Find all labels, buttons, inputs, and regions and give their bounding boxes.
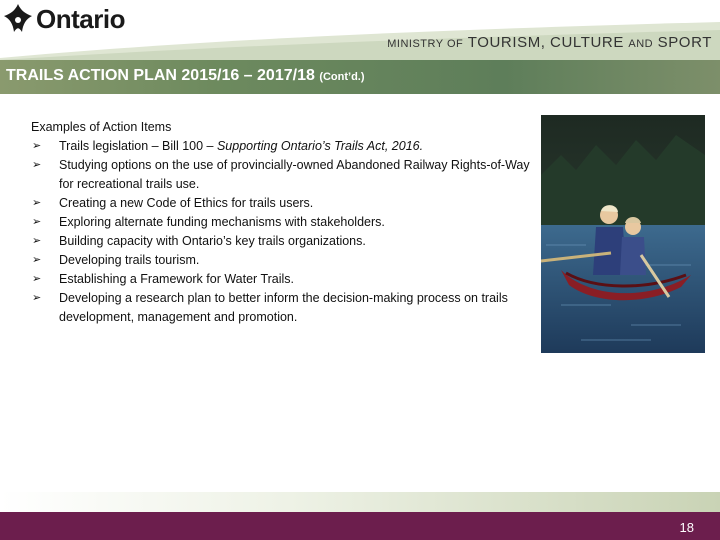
bullet-arrow-icon: ➢ (32, 140, 42, 152)
canoe-photo (541, 115, 705, 353)
ministry-name: MINISTRY OF TOURISM, CULTURE AND SPORT (387, 34, 712, 51)
list-item: ➢ Developing trails tourism. (31, 251, 531, 270)
footer-bar (0, 512, 720, 540)
ontario-logo (2, 2, 125, 36)
slide-content (31, 118, 531, 327)
bullet-arrow-icon: ➢ (32, 235, 42, 247)
section-heading: Examples of Action Items (31, 120, 172, 134)
action-items-list (31, 137, 531, 327)
list-item: ➢ Creating a new Code of Ethics for trails users. (31, 194, 531, 213)
bullet-arrow-icon: ➢ (32, 216, 42, 228)
bullet-arrow-icon: ➢ (32, 292, 42, 304)
list-item: ➢ Developing a research plan to better inform the decision-making process on trails development, management and promotion. (32, 291, 508, 324)
trillium-icon (2, 2, 34, 36)
bullet-arrow-icon: ➢ (32, 254, 42, 266)
logo-wordmark: Ontario (36, 3, 125, 34)
list-item: ➢ Building capacity with Ontario’s key trails organizations. (31, 232, 531, 251)
list-item: ➢ Exploring alternate funding mechanisms with stakeholders. (31, 213, 531, 232)
list-item: ➢ Studying options on the use of provincially-owned Abandoned Railway Rights-of-Way for recreational trails use. (32, 158, 530, 191)
bullet-arrow-icon: ➢ (32, 159, 42, 171)
bullet-arrow-icon: ➢ (32, 197, 42, 209)
slide-title: TRAILS ACTION PLAN 2015/16 – 2017/18 (Cont’d.) (6, 67, 365, 84)
bullet-arrow-icon: ➢ (32, 273, 42, 285)
footer-gradient-band (0, 492, 720, 512)
title-bar (0, 60, 720, 94)
page-number: 18 (679, 520, 694, 535)
list-item: ➢ Establishing a Framework for Water Trails. (31, 270, 531, 289)
header (0, 0, 720, 60)
list-item: ➢ Trails legislation – Bill 100 – Supporting Ontario’s Trails Act, 2016. (31, 137, 531, 156)
